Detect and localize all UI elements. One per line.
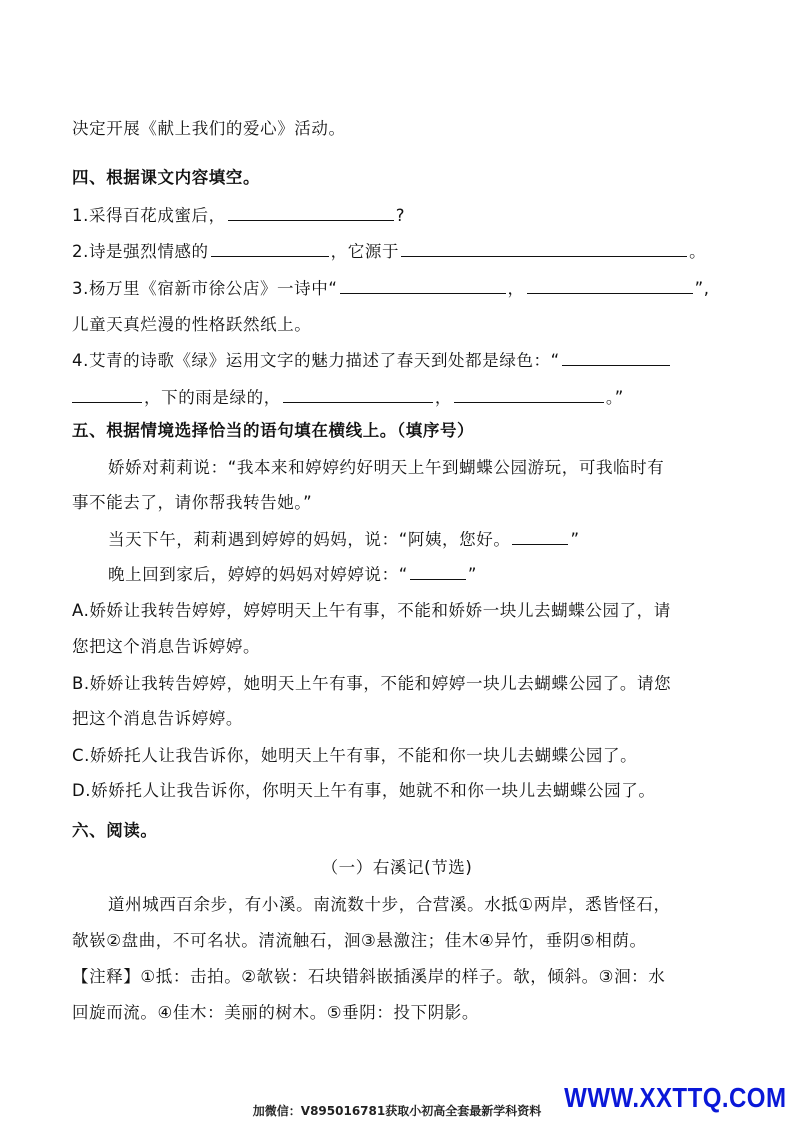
answer-blank[interactable]	[454, 386, 604, 403]
p3-end: ”	[570, 530, 580, 549]
text-line: 决定开展《献上我们的爱心》活动。	[72, 119, 346, 138]
footer-note: 加微信：V895016781获取小初高全套最新学科资料	[252, 1104, 542, 1118]
q4-end: 。”	[605, 388, 624, 407]
p4-end: ”	[467, 565, 478, 584]
option-c: C.娇娇托人让我告诉你，她明天上午有事，不能和你一块儿去蝴蝶公园了。	[72, 746, 638, 765]
answer-blank[interactable]	[72, 386, 142, 403]
text-line: 儿童天真烂漫的性格跃然纸上。	[72, 315, 312, 334]
answer-blank[interactable]	[410, 563, 466, 580]
q2-text: 2.诗是强烈情感的	[72, 242, 209, 261]
q1-end: ?	[395, 206, 406, 225]
q1-text: 1.采得百花成蜜后，	[72, 206, 226, 225]
question-1	[72, 204, 405, 227]
answer-blank[interactable]	[228, 204, 394, 221]
text-line	[108, 563, 477, 586]
question-3	[72, 277, 710, 300]
reading-note: 【注释】①抵：击拍。②欹嵚：石块错斜嵌插溪岸的样子。欹，倾斜。③洄：水	[72, 967, 666, 986]
reading-title: （一）右溪记(节选)	[321, 858, 473, 877]
q3-text: 3.杨万里《宿新市徐公店》一诗中“	[72, 279, 338, 298]
reading-text: 道州城西百余步，有小溪。南流数十步，合营溪。水抵①两岸，悉皆怪石，	[108, 895, 671, 914]
option-a: A.娇娇让我转告婷婷，婷婷明天上午有事，不能和娇娇一块儿去蝴蝶公园了，请	[72, 601, 671, 620]
answer-blank[interactable]	[401, 240, 687, 257]
section-heading-5: 五、根据情境选择恰当的语句填在横线上。（填序号）	[72, 421, 475, 440]
brand-watermark: WWW.XXTTQ.COM	[563, 1082, 786, 1113]
answer-blank[interactable]	[340, 277, 506, 294]
q4-sep: ，	[434, 388, 452, 407]
answer-blank[interactable]	[527, 277, 693, 294]
q3-mid: ，	[507, 279, 525, 298]
option-b-cont: 把这个消息告诉婷婷。	[72, 709, 243, 728]
option-b: B.娇娇让我转告婷婷，她明天上午有事，不能和婷婷一块儿去蝴蝶公园了。请您	[72, 674, 672, 693]
section-heading-6: 六、阅读。	[72, 821, 158, 840]
question-4	[72, 349, 672, 372]
option-d: D.娇娇托人让我告诉你，你明天上午有事，她就不和你一块儿去蝴蝶公园了。	[72, 781, 656, 800]
section-heading-4: 四、根据课文内容填空。	[72, 168, 261, 187]
question-2	[72, 240, 706, 263]
q2-mid: ，它源于	[330, 242, 400, 261]
q2-end: 。	[689, 242, 707, 261]
answer-blank[interactable]	[562, 349, 670, 366]
text-line	[108, 528, 580, 551]
q3-end: ”,	[694, 279, 710, 298]
reading-note: 回旋而流。④佳木：美丽的树木。⑤垂阴：投下阴影。	[72, 1003, 479, 1022]
p4-text: 晚上回到家后，婷婷的妈妈对婷婷说：“	[108, 565, 408, 584]
reading-text: 欹嵚②盘曲，不可名状。清流触石，洄③悬激注；佳木④异竹，垂阴⑤相荫。	[72, 931, 647, 950]
question-4-cont	[72, 386, 624, 409]
q4-mid: ，下的雨是绿的，	[144, 388, 281, 407]
answer-blank[interactable]	[283, 386, 433, 403]
text-line: 娇娇对莉莉说：“我本来和婷婷约好明天上午到蝴蝶公园游玩，可我临时有	[108, 458, 665, 477]
answer-blank[interactable]	[512, 528, 568, 545]
p3-text: 当天下午，莉莉遇到婷婷的妈妈，说：“阿姨，您好。	[108, 530, 511, 549]
answer-blank[interactable]	[211, 240, 329, 257]
text-line: 事不能去了，请你帮我转告她。”	[72, 493, 313, 512]
option-a-cont: 您把这个消息告诉婷婷。	[72, 637, 261, 656]
q4-text: 4.艾青的诗歌《绿》运用文字的魅力描述了春天到处都是绿色：“	[72, 351, 560, 370]
